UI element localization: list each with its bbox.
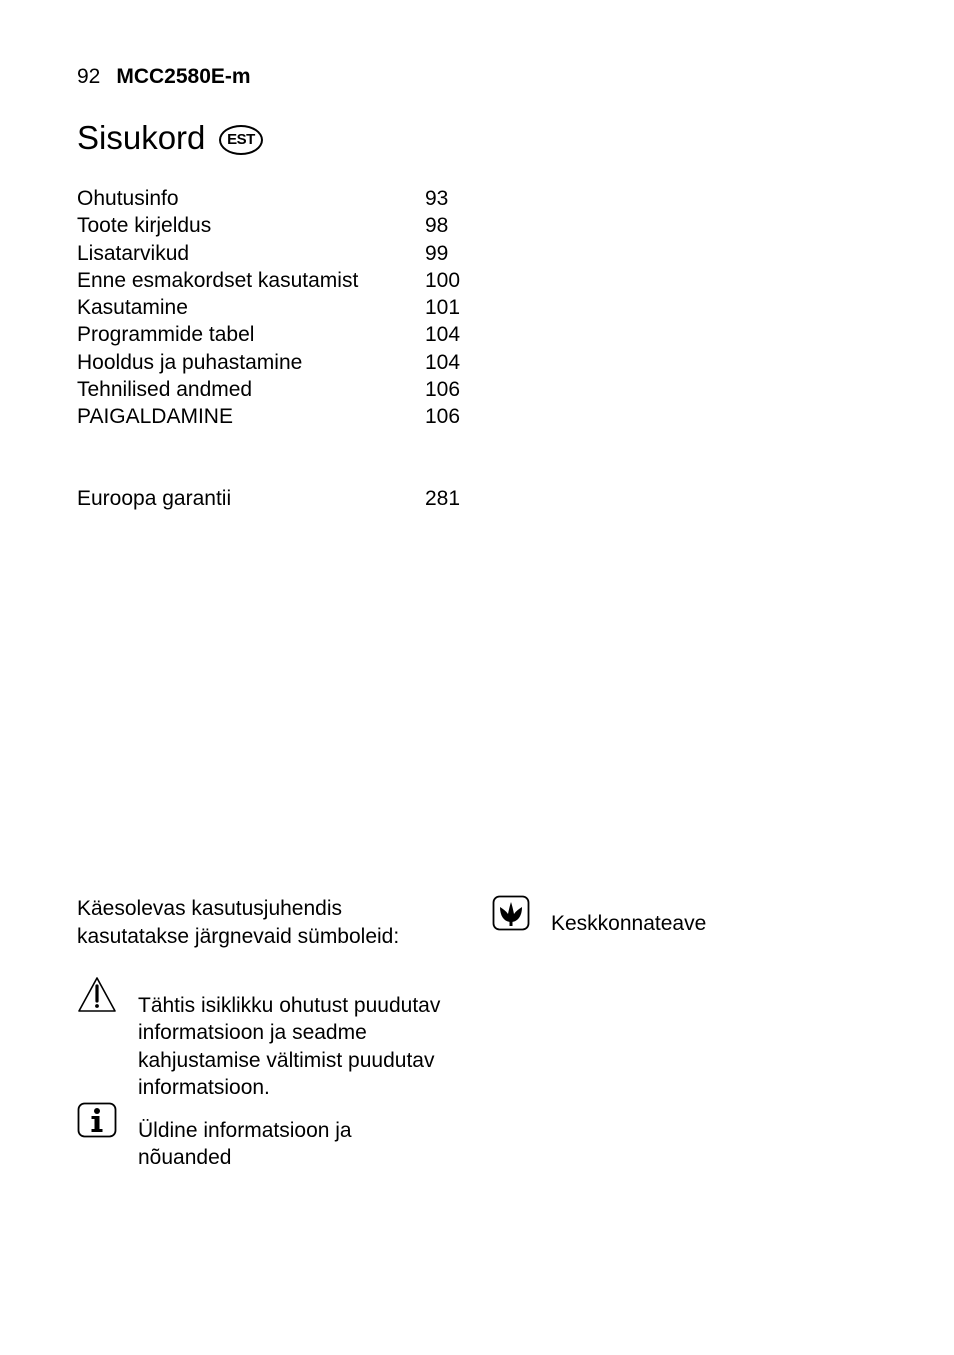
page-title: Sisukord xyxy=(77,119,206,156)
toc-label: Toote kirjeldus xyxy=(77,214,212,238)
toc-label: Tehnilised andmed xyxy=(77,377,253,401)
toc-row[interactable] xyxy=(77,185,497,212)
intro-line: kasutatakse järgnevaid sümboleid: xyxy=(77,925,400,948)
warning-line: informatsioon. xyxy=(138,1075,270,1099)
toc-row-warranty[interactable] xyxy=(77,485,497,513)
info-description xyxy=(138,1117,478,1172)
toc-page: 101 xyxy=(425,296,461,319)
toc-page: 104 xyxy=(425,323,461,347)
toc-page: 104 xyxy=(425,350,461,374)
toc-row[interactable] xyxy=(77,240,497,267)
toc-page: 106 xyxy=(425,405,461,428)
warning-triangle-icon xyxy=(77,976,117,1014)
toc-label: Programmide tabel xyxy=(77,323,255,347)
info-icon xyxy=(77,1102,117,1138)
toc-row[interactable] xyxy=(77,403,497,430)
toc-label: Kasutamine xyxy=(77,296,188,319)
toc-row[interactable] xyxy=(77,321,497,348)
toc-page: 99 xyxy=(425,241,449,265)
toc-label: PAIGALDAMINE xyxy=(77,405,233,428)
info-line: Üldine informatsioon ja xyxy=(138,1119,352,1142)
toc-page: 281 xyxy=(425,487,461,510)
toc-label: Hooldus ja puhastamine xyxy=(77,350,303,374)
toc-label: Ohutusinfo xyxy=(77,187,179,210)
toc-row[interactable] xyxy=(77,376,497,403)
symbols-intro xyxy=(77,895,477,951)
toc-row[interactable] xyxy=(77,212,497,239)
toc-page: 106 xyxy=(425,377,461,401)
environment-description: Keskkonnateave xyxy=(551,912,707,935)
toc-label: Euroopa garantii xyxy=(77,487,232,510)
warning-line: kahjustamise vältimist puudutav xyxy=(138,1048,435,1072)
warning-line: Tähtis isiklikku ohutust puudutav xyxy=(138,994,441,1017)
info-line: nõuanded xyxy=(138,1146,232,1170)
page-header xyxy=(77,64,251,90)
warning-description xyxy=(138,992,478,1101)
language-badge: EST xyxy=(219,125,263,155)
toc-page: 93 xyxy=(425,187,449,210)
intro-line: Käesolevas kasutusjuhendis xyxy=(77,897,343,920)
toc-page: 100 xyxy=(425,268,461,292)
warning-line: informatsioon ja seadme xyxy=(138,1021,367,1045)
toc-label: Enne esmakordset kasutamist xyxy=(77,268,359,292)
toc-label: Lisatarvikud xyxy=(77,241,190,265)
table-of-contents xyxy=(77,185,497,430)
page-number: 92 xyxy=(77,65,101,88)
toc-row[interactable] xyxy=(77,267,497,294)
toc-row[interactable] xyxy=(77,349,497,376)
toc-page: 98 xyxy=(425,214,449,238)
toc-row[interactable] xyxy=(77,294,497,321)
model-name: MCC2580E-m xyxy=(116,65,251,88)
environment-flower-icon xyxy=(492,895,530,931)
